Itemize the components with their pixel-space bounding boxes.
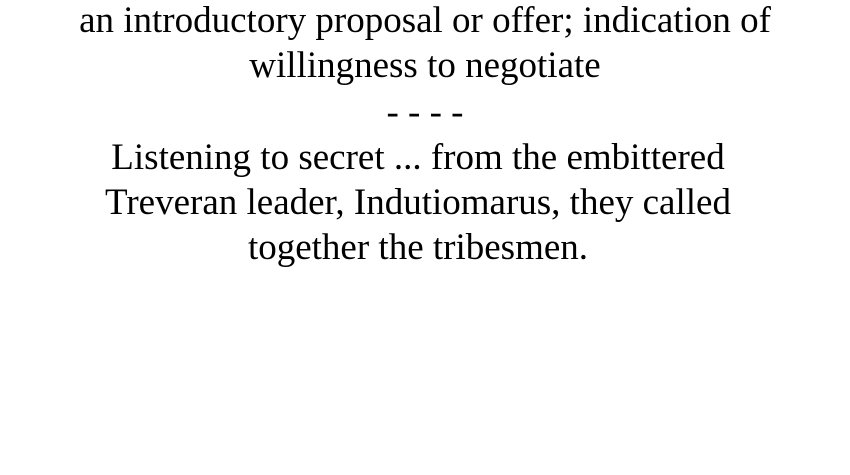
separator: - - - -: [386, 92, 464, 133]
definition-line: willingness to negotiate: [249, 45, 601, 86]
definition-line: an introductory proposal or offer; indication of: [79, 0, 771, 41]
example-line: Treveran leader, Indutiomarus, they called: [105, 182, 731, 223]
definition-text: [0, 0, 850, 88]
example-line: Listening to secret ... from the embittered: [111, 137, 725, 178]
example-line: together the tribesmen.: [247, 227, 589, 268]
example-sentence: [0, 135, 843, 270]
